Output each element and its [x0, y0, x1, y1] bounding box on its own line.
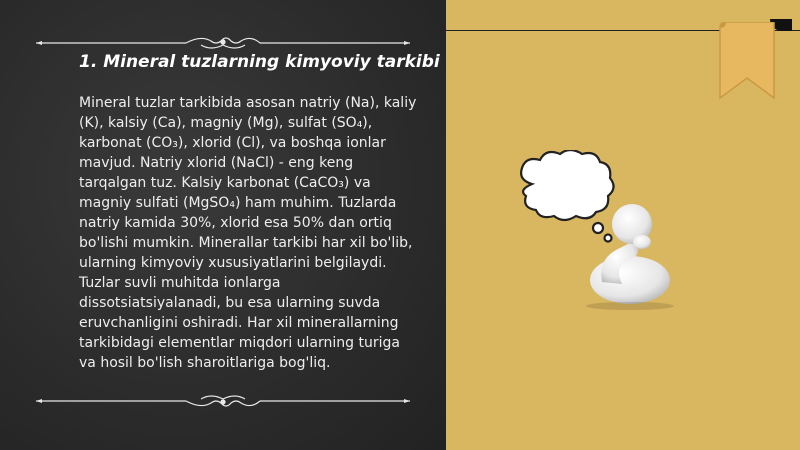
thinking-person-illustration	[512, 150, 682, 310]
slide-body-text: Mineral tuzlar tarkibida asosan natriy (Na), kaliy (K), kalsiy (Ca), magniy (Mg), sulfat (SO₄), karbonat (CO₃), xlorid (Cl), va boshqa ionlar mavjud. Natriy xlorid (NaCl) - eng keng tarqalgan tuz. Kalsiy karbonat (CaCO₃) va magniy sulfati (MgSO₄) ham muhim. Tuzlarda natriy kamida 30%, xlorid esa 50% dan ortiq bo'lishi mumkin. Minerallar tarkibi har xil bo'lib, ularning kimyoviy xususiyatlarini belgilaydi. Tuzlar suvli muhitda ionlarga dissotsiatsiyalanadi, bu esa ularning suvda eruvchanligini oshiradi. Har xil minerallarning tarkibidagi elementlar miqdori ularning turiga va hosil bo'lish sharoitlariga bog'liq.	[79, 95, 417, 371]
bottom-ornament-divider	[36, 391, 410, 411]
bookmark-ribbon-icon	[718, 22, 776, 100]
thought-bubble-icon	[521, 150, 613, 242]
top-ornament-divider	[36, 33, 410, 53]
slide-title: 1. Mineral tuzlarning kimyoviy tarkibi	[79, 52, 440, 72]
